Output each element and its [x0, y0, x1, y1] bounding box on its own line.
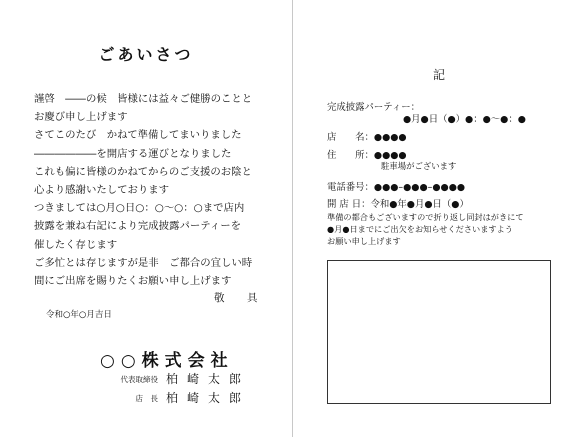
signature-name: 柏崎太郎: [166, 391, 251, 405]
greeting-line: 披露を兼ね右記により完成披露パーティーを: [34, 220, 241, 233]
phone-label: 電話番号：: [327, 182, 374, 193]
signature-name: 柏崎太郎: [166, 372, 251, 386]
greeting-line: これも偏に皆様のかねてからのご支援のお陰と: [34, 165, 252, 178]
ki-heading: 記: [433, 68, 446, 82]
greeting-line: 心より感謝いたしております: [34, 184, 170, 197]
address-value: ●●●●: [373, 150, 407, 161]
phone-value: ●●●–●●●–●●●●: [373, 182, 466, 193]
greeting-line: 間にご出席を賜りたくお願い申し上げます: [34, 275, 232, 288]
open-date-label: 開 店 日：: [327, 199, 371, 210]
signature-manager: [98, 389, 250, 406]
address-label: 住 所：: [327, 150, 374, 161]
rsvp-note: [327, 211, 567, 248]
company-name: ○○株式会社: [100, 351, 234, 371]
address-row: [327, 147, 407, 161]
greeting-date: 令和○年○月吉日: [46, 310, 112, 320]
open-date-row: [327, 196, 469, 210]
signature-ceo: [98, 370, 250, 387]
greeting-body: [34, 90, 274, 290]
details-panel: [293, 0, 584, 437]
greeting-line: さてこのたび かねて準備してまいりました: [34, 129, 242, 142]
shop-label: 店 名：: [327, 132, 374, 143]
signature-role: 店 長: [135, 394, 158, 403]
shop-row: [327, 129, 407, 143]
note-line: 準備の都合もございますので折り返し同封はがきにて: [327, 212, 524, 222]
shop-value: ●●●●: [373, 132, 407, 143]
note-line: お願い申し上げます: [327, 236, 401, 247]
greeting-title: ごあいさつ: [98, 45, 194, 64]
open-date-value: 令和●年●月●日（●）: [370, 199, 469, 210]
parking-note: 駐車場がございます: [381, 161, 457, 171]
note-line: ●月●日までにご出欠をお知らせくださいますよう: [327, 224, 513, 235]
phone-row: [327, 179, 465, 193]
greeting-line: 謹啓 ――の候 皆様には益々ご健勝のことと: [34, 93, 253, 105]
party-value: ●月●日（●）●：●～●：●: [403, 114, 526, 125]
signature-role: 代表取締役: [120, 375, 158, 384]
greeting-line: つきましては○月○日○：○～○：○まで店内: [34, 202, 245, 215]
greeting-line: ご多忙とは存じますが是非 ご都合の宜しい時: [34, 256, 253, 269]
closing-keigu: 敬 具: [214, 292, 264, 304]
greeting-line: 催したく存じます: [34, 238, 118, 251]
greeting-line: ――――――を開店する運びとなりました: [34, 147, 232, 160]
greeting-line: お慶び申し上げます: [34, 111, 128, 124]
map-placeholder-box: [327, 260, 551, 404]
party-label: 完成披露パーティー：: [327, 102, 420, 113]
